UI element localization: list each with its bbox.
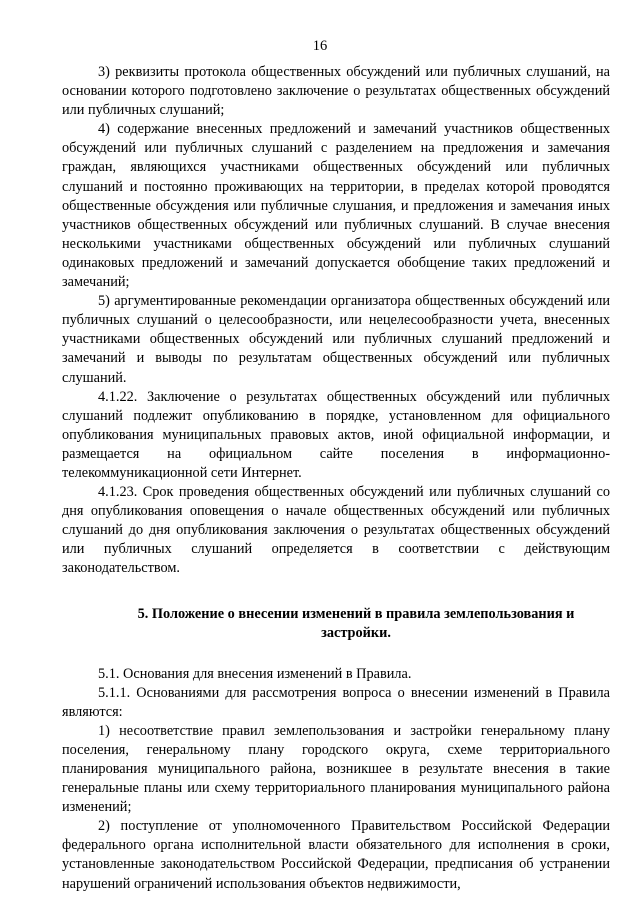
- page-number: 16: [312, 38, 328, 54]
- paragraph-4-1-22: 4.1.22. Заключение о результатах общественных обсуждений или публичных слушаний подлежит опубликованию в порядке, установленном для официального опубликования муниципальных правовых актов, иной официальной информации, и размещается на официальном сайте поселения в информационно-телекоммуникационной сети Интернет.: [62, 388, 610, 481]
- paragraph-4-1-23: 4.1.23. Срок проведения общественных обсуждений или публичных слушаний со дня опубликования оповещения о начале общественных обсуждений или публичных слушаний до дня опубликования заключения о результатах общественных обсуждений или публичных слушаний определяется в соответствии с действующим законодательством.: [62, 484, 610, 577]
- paragraph-item-3: 3) реквизиты протокола общественных обсуждений или публичных слушаний, на основании которого подготовлено заключение о результатах общественных обсуждений или публичных слушаний;: [62, 64, 610, 119]
- document-body: [62, 63, 610, 894]
- paragraph-5-1-1: 5.1.1. Основаниями для рассмотрения вопроса о внесении изменений в Правила являются:: [62, 684, 610, 720]
- paragraph-item-5: 5) аргументированные рекомендации организатора общественных обсуждений или публичных слушаний о целесообразности, или нецелесообразности учета, внесенных участниками общественных обсуждений или публичных слушаний предложений и замечаний и выводы по результатам общественных обсуждений или публичных слушаний.: [62, 293, 610, 386]
- paragraph-5-1: 5.1. Основания для внесения изменений в Правила.: [98, 665, 412, 682]
- paragraph-grounds-1: 1) несоответствие правил землепользования и застройки генеральному плану поселения, генеральному плану городского округа, схеме территориального планирования муниципального района, возникшее в результате внесения в такие генеральные планы или схему территориального планирования муниципального района изменений;: [62, 722, 610, 816]
- paragraph-grounds-2: 2) поступление от уполномоченного Правительством Российской Федерации федерального органа исполнительной власти обязательного для исполнения в сроки, установленные законодательством Российской Федерации, предписания об устранении нарушений ограничений использования объектов недвижимости,: [62, 818, 610, 892]
- section-heading: 5. Положение о внесении изменений в правила землепользования и застройки.: [137, 605, 575, 642]
- paragraph-item-4: 4) содержание внесенных предложений и замечаний участников общественных обсуждений или публичных слушаний с разделением на предложения и замечания граждан, являющихся участниками общественных обсуждений или публичных слушаний и постоянно проживающих на территории, в пределах которой проводятся общественные обсуждения или публичные слушания, и предложения и замечания иных участников общественных обсуждений или публичных слушаний. В случае внесения несколькими участниками общественных обсуждений или публичных слушаний одинаковых предложений и замечаний допускается обобщение таких предложений и замечаний;: [62, 121, 610, 291]
